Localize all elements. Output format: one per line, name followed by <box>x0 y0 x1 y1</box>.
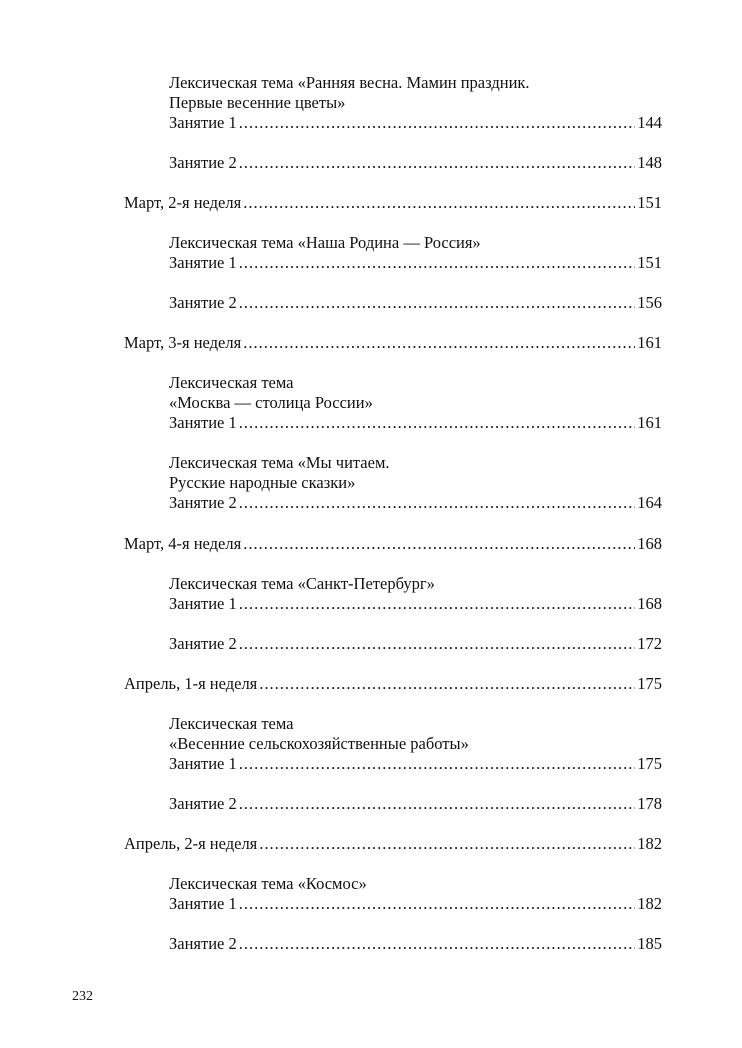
toc-page-number: 144 <box>637 113 662 132</box>
toc-entry-label: Занятие 2 <box>169 493 237 512</box>
toc-leader-dots <box>239 492 636 514</box>
toc-leader-dots <box>243 533 635 555</box>
toc-page-number: 185 <box>637 934 662 953</box>
toc-leader-dots <box>239 593 636 615</box>
toc-entry-label: Апрель, 2-я неделя <box>124 834 258 853</box>
toc-entry-label: Занятие 1 <box>169 253 237 272</box>
toc-theme-title: Лексическая тема «Космос» <box>169 874 367 893</box>
toc-theme-title: Русские народные сказки» <box>169 473 356 492</box>
toc-entry-label: Март, 3-я неделя <box>124 333 242 352</box>
toc-lesson-entry[interactable] <box>169 112 662 134</box>
toc-entry-label: Март, 2-я неделя <box>124 193 242 212</box>
toc-lesson-entry[interactable] <box>169 753 662 775</box>
toc-entry-label: Занятие 2 <box>169 934 237 953</box>
page-number: 232 <box>72 989 93 1004</box>
toc-page-number: 151 <box>637 193 662 212</box>
toc-entry-label: Занятие 1 <box>169 413 237 432</box>
toc-theme-title: Первые весенние цветы» <box>169 93 346 112</box>
toc-entry-label: Занятие 1 <box>169 894 237 913</box>
toc-entry-label: Занятие 2 <box>169 794 237 813</box>
toc-lesson-entry[interactable] <box>169 793 662 815</box>
toc-page-number: 168 <box>637 594 662 613</box>
toc-page-number: 161 <box>637 333 662 352</box>
toc-leader-dots <box>239 893 636 915</box>
toc-week-entry[interactable] <box>124 833 662 855</box>
toc-theme-title: Лексическая тема <box>169 714 294 733</box>
toc-entry-label: Занятие 1 <box>169 754 237 773</box>
toc-page-number: 175 <box>637 754 662 773</box>
toc-leader-dots <box>239 152 636 174</box>
toc-theme-title: «Весенние сельскохозяйственные работы» <box>169 734 469 753</box>
toc-lesson-entry[interactable] <box>169 933 662 955</box>
toc-entry-label: Занятие 2 <box>169 153 237 172</box>
toc-page-number: 161 <box>637 413 662 432</box>
toc-theme-title: «Москва — столица России» <box>169 393 373 412</box>
toc-leader-dots <box>259 833 635 855</box>
toc-theme-title: Лексическая тема <box>169 373 294 392</box>
toc-lesson-entry[interactable] <box>169 152 662 174</box>
toc-entry-label: Занятие 2 <box>169 293 237 312</box>
toc-entry-label: Занятие 2 <box>169 634 237 653</box>
toc-week-entry[interactable] <box>124 673 662 695</box>
toc-lesson-entry[interactable] <box>169 412 662 434</box>
toc-theme-title: Лексическая тема «Мы читаем. <box>169 453 390 472</box>
toc-page-number: 156 <box>637 293 662 312</box>
toc-theme-title: Лексическая тема «Наша Родина — Россия» <box>169 233 481 252</box>
toc-leader-dots <box>239 633 636 655</box>
toc-page-number: 151 <box>637 253 662 272</box>
toc-entry-label: Апрель, 1-я неделя <box>124 674 258 693</box>
toc-leader-dots <box>239 292 636 314</box>
toc-lesson-entry[interactable] <box>169 292 662 314</box>
toc-leader-dots <box>239 412 636 434</box>
toc-leader-dots <box>243 192 635 214</box>
toc-page-number: 148 <box>637 153 662 172</box>
toc-leader-dots <box>259 673 635 695</box>
toc-page-number: 164 <box>637 493 662 512</box>
toc-entry-label: Занятие 1 <box>169 594 237 613</box>
toc-lesson-entry[interactable] <box>169 593 662 615</box>
toc-page-number: 178 <box>637 794 662 813</box>
toc-theme-title: Лексическая тема «Санкт-Петербург» <box>169 574 435 593</box>
toc-theme-title: Лексическая тема «Ранняя весна. Мамин праздник. <box>169 73 530 92</box>
toc-entry-label: Занятие 1 <box>169 113 237 132</box>
toc-lesson-entry[interactable] <box>169 252 662 274</box>
toc-page-number: 168 <box>637 534 662 553</box>
toc-lesson-entry[interactable] <box>169 893 662 915</box>
toc-leader-dots <box>239 252 636 274</box>
toc-week-entry[interactable] <box>124 192 662 214</box>
toc-page-number: 175 <box>637 674 662 693</box>
toc-week-entry[interactable] <box>124 533 662 555</box>
toc-page-number: 172 <box>637 634 662 653</box>
toc-entry-label: Март, 4-я неделя <box>124 534 242 553</box>
toc-leader-dots <box>239 793 636 815</box>
toc-week-entry[interactable] <box>124 332 662 354</box>
toc-leader-dots <box>239 753 636 775</box>
toc-lesson-entry[interactable] <box>169 633 662 655</box>
toc-leader-dots <box>243 332 635 354</box>
toc-page-number: 182 <box>637 894 662 913</box>
toc-page-number: 182 <box>637 834 662 853</box>
toc-leader-dots <box>239 933 636 955</box>
toc-leader-dots <box>239 112 636 134</box>
toc-lesson-entry[interactable] <box>169 492 662 514</box>
